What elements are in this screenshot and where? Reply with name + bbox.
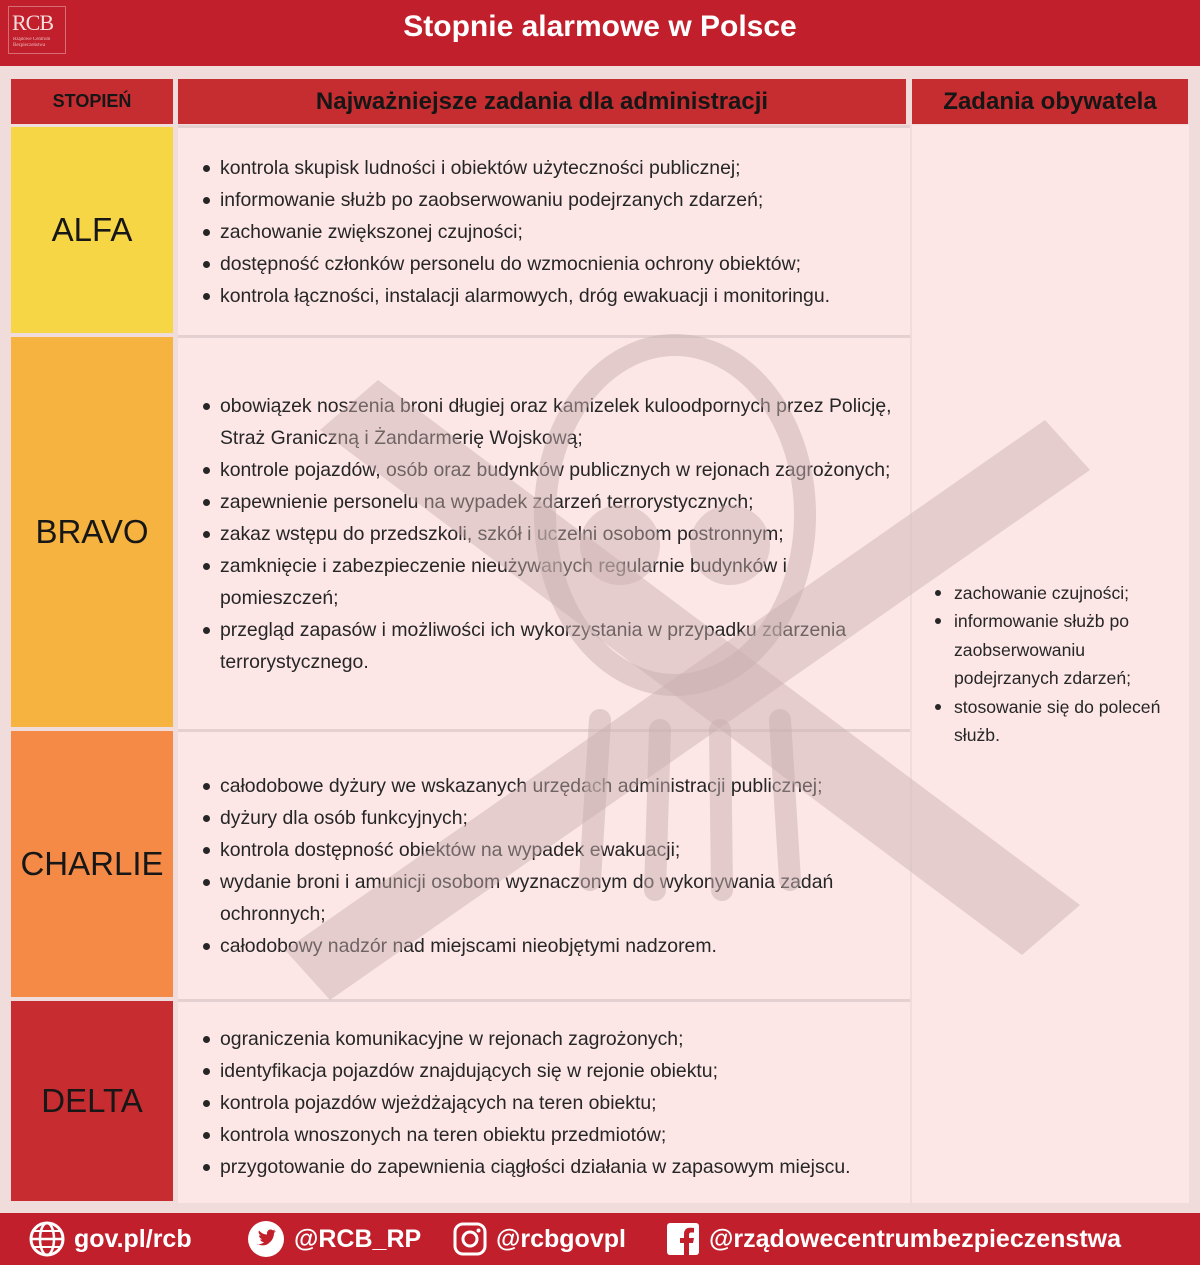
twitter-link[interactable] [246,1213,421,1265]
list-item: wydanie broni i amunicji osobom wyznaczonym do wykonywania zadań ochronnych; [200,866,894,930]
list-item: kontrola dostępność obiektów na wypadek ewakuacji; [200,834,894,866]
facebook-handle: @rządowecentrumbezpieczenstwa [709,1224,1121,1253]
column-header-level: STOPIEŃ [11,79,173,124]
twitter-handle: @RCB_RP [294,1224,422,1253]
list-item: zachowanie zwiększonej czujności; [200,216,894,248]
level-charlie: CHARLIE [11,731,173,997]
facebook-icon [665,1221,701,1257]
instagram-handle: @rcbgovpl [496,1224,626,1253]
list-item: stosowanie się do poleceń służb. [932,693,1181,750]
admin-tasks-alfa [178,125,910,335]
admin-tasks-delta [178,999,910,1203]
list-item: zachowanie czujności; [932,579,1181,608]
admin-tasks-charlie [178,729,910,999]
footer-bar [0,1213,1200,1265]
list-item: zamknięcie i zabezpieczenie nieużywanych regularnie budynków i pomieszczeń; [200,550,894,614]
instagram-link[interactable] [452,1213,626,1265]
list-item: dyżury dla osób funkcyjnych; [200,802,894,834]
globe-icon [28,1220,66,1258]
task-list [200,152,894,312]
list-item: przygotowanie do zapewnienia ciągłości działania w zapasowym miejscu. [200,1151,894,1183]
header-bar [0,0,1200,66]
list-item: informowanie służb po zaobserwowaniu podejrzanych zdarzeń; [932,607,1181,693]
task-list [200,770,894,962]
level-delta: DELTA [11,1001,173,1201]
page-title: Stopnie alarmowe w Polsce [403,10,797,43]
list-item: przegląd zapasów i możliwości ich wykorzystania w przypadku zdarzenia terrorystycznego. [200,614,894,678]
list-item: całodobowy nadzór nad miejscami nieobjętymi nadzorem. [200,930,894,962]
list-item: dostępność członków personelu do wzmocnienia ochrony obiektów; [200,248,894,280]
column-header-citizen: Zadania obywatela [912,79,1188,124]
list-item: kontrola wnoszonych na teren obiektu przedmiotów; [200,1119,894,1151]
task-list [200,1023,894,1183]
list-item: obowiązek noszenia broni długiej oraz kamizelek kuloodpornych przez Policję, Straż Graniczną i Żandarmerię Wojskową; [200,390,894,454]
citizen-task-list [932,579,1181,750]
admin-tasks-bravo [178,335,910,729]
list-item: kontrola łączności, instalacji alarmowych, dróg ewakuacji i monitoringu. [200,280,894,312]
facebook-link[interactable] [665,1213,1121,1265]
logo-text: RCB [12,10,54,35]
list-item: zapewnienie personelu na wypadek zdarzeń terrorystycznych; [200,486,894,518]
list-item: ograniczenia komunikacyjne w rejonach zagrożonych; [200,1023,894,1055]
task-list [200,390,894,678]
list-item: informowanie służb po zaobserwowaniu podejrzanych zdarzeń; [200,184,894,216]
logo-subtext: Rządowe Centrum Bezpieczeństwa [13,37,51,48]
list-item: kontrole pojazdów, osób oraz budynków publicznych w rejonach zagrożonych; [200,454,894,486]
website-link[interactable] [28,1213,192,1265]
list-item: kontrola pojazdów wjeżdżających na teren obiektu; [200,1087,894,1119]
twitter-icon [246,1219,286,1259]
citizen-tasks [912,125,1189,1203]
level-alfa: ALFA [11,127,173,333]
list-item: całodobowe dyżury we wskazanych urzędach administracji publicznej; [200,770,894,802]
instagram-icon [452,1221,488,1257]
column-header-admin: Najważniejsze zadania dla administracji [178,79,906,124]
list-item: zakaz wstępu do przedszkoli, szkół i uczelni osobom postronnym; [200,518,894,550]
level-bravo: BRAVO [11,337,173,727]
list-item: kontrola skupisk ludności i obiektów użyteczności publicznej; [200,152,894,184]
list-item: identyfikacja pojazdów znajdujących się w rejonie obiektu; [200,1055,894,1087]
website-text: gov.pl/rcb [74,1224,192,1253]
